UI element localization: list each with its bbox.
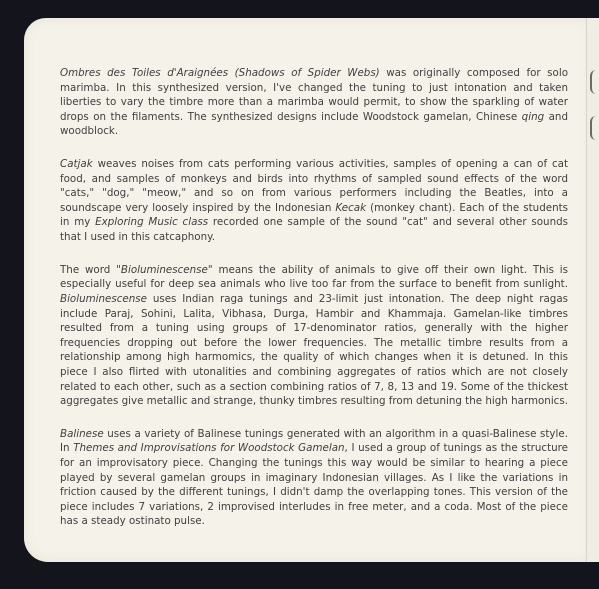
piece-title: Themes and Improvisations for Woodstock Gamelan bbox=[73, 442, 345, 455]
adjacent-page-edge bbox=[586, 18, 599, 562]
paragraph-catjak bbox=[60, 157, 568, 245]
instrument-name: qing bbox=[521, 110, 545, 123]
paragraph-text: uses a variety of Balinese tunings generated with an algorithm in a quasi-Balinese style. In bbox=[60, 427, 568, 455]
term: Kecak bbox=[335, 201, 367, 214]
paragraph-balinese bbox=[60, 427, 568, 529]
paragraph-bioluminescense bbox=[60, 263, 568, 409]
paragraph-text: The word bbox=[60, 263, 117, 276]
piece-title: Balinese bbox=[60, 427, 104, 440]
dark-background-band bbox=[0, 562, 599, 589]
page-edge-mark bbox=[590, 70, 596, 94]
paragraph-ombres bbox=[60, 66, 568, 139]
paragraph-text: was originally composed for solo marimba. In this synthesized version, I've changed the tuning to just intonation and taken liberties to vary the timbre more than a marimba would permit, to show the sparkling of water drops on the filaments. The synthesized designs include Woodstock gamelan, Chinese bbox=[60, 67, 569, 123]
class-name: Exploring Music class bbox=[95, 216, 209, 229]
paragraph-text: , I used a group of tunings as the structure for an improvisatory piece. Changing the tunings this way would be similar to hearing a piece played by several gamelan groups in imaginary Indonesian villages. As I like the variations in friction caused by the different tunings, I didn't damp the overlapping tones. This version of the piece includes 7 variations, 2 improvised interludes in free meter, and a coda. Most of the piece has a steady ostinato pulse. bbox=[60, 442, 568, 528]
paragraph-text: uses Indian raga tunings and 23-limit just intonation. The deep night ragas include Paraj, Sohini, Lalita, Vibhasa, Durga, Hambir and Khammaja. Gamelan-like timbres resulted from a tuning using groups of 17-denominator ratios, generally with the higher frequencies dropping out before the lower frequencies. The metallic timbre results from a relationship among high harmomics, the quality of which changes when it is detuned. In this piece I also flirted with utonalities and combining aggregates of ratios which are not closely related to each other, such as a section combining ratios of 7, 8, 13 and 19. Some of the thickest aggregates give metallic and strange, thunky timbres resulting from detuning the high harmonics. bbox=[60, 292, 568, 408]
term: "Bioluminescense" bbox=[116, 263, 213, 276]
piece-title: Ombres des Toiles d'Araignées (Shadows of Spider Webs) bbox=[60, 67, 380, 79]
piece-title: Catjak bbox=[60, 158, 93, 171]
paragraph-text: means the ability of animals to give off their own light. This is especially useful for deep sea animals who live too far from the surface to benefit from sunlight. bbox=[60, 263, 569, 291]
piece-title: Bioluminescense bbox=[60, 292, 147, 305]
page-edge-mark bbox=[590, 116, 596, 140]
paragraph-text: weaves noises from cats performing various activities, samples of opening a can of cat food, and samples of monkeys and birds into rhythms of sampled sound effects of the word "cats," "dog," "meow," and so on from various performers including the Beatles, into a soundscape very loosely inspired by the Indonesian bbox=[60, 158, 568, 214]
liner-notes-text bbox=[60, 66, 568, 547]
paragraph-text: and woodblock. bbox=[60, 110, 568, 138]
paragraph-text: recorded one sample of the sound "cat" and several other sounds that I used in this catcaphony. bbox=[60, 216, 568, 244]
paragraph-text: (monkey chant). Each of the students in my bbox=[60, 201, 568, 229]
